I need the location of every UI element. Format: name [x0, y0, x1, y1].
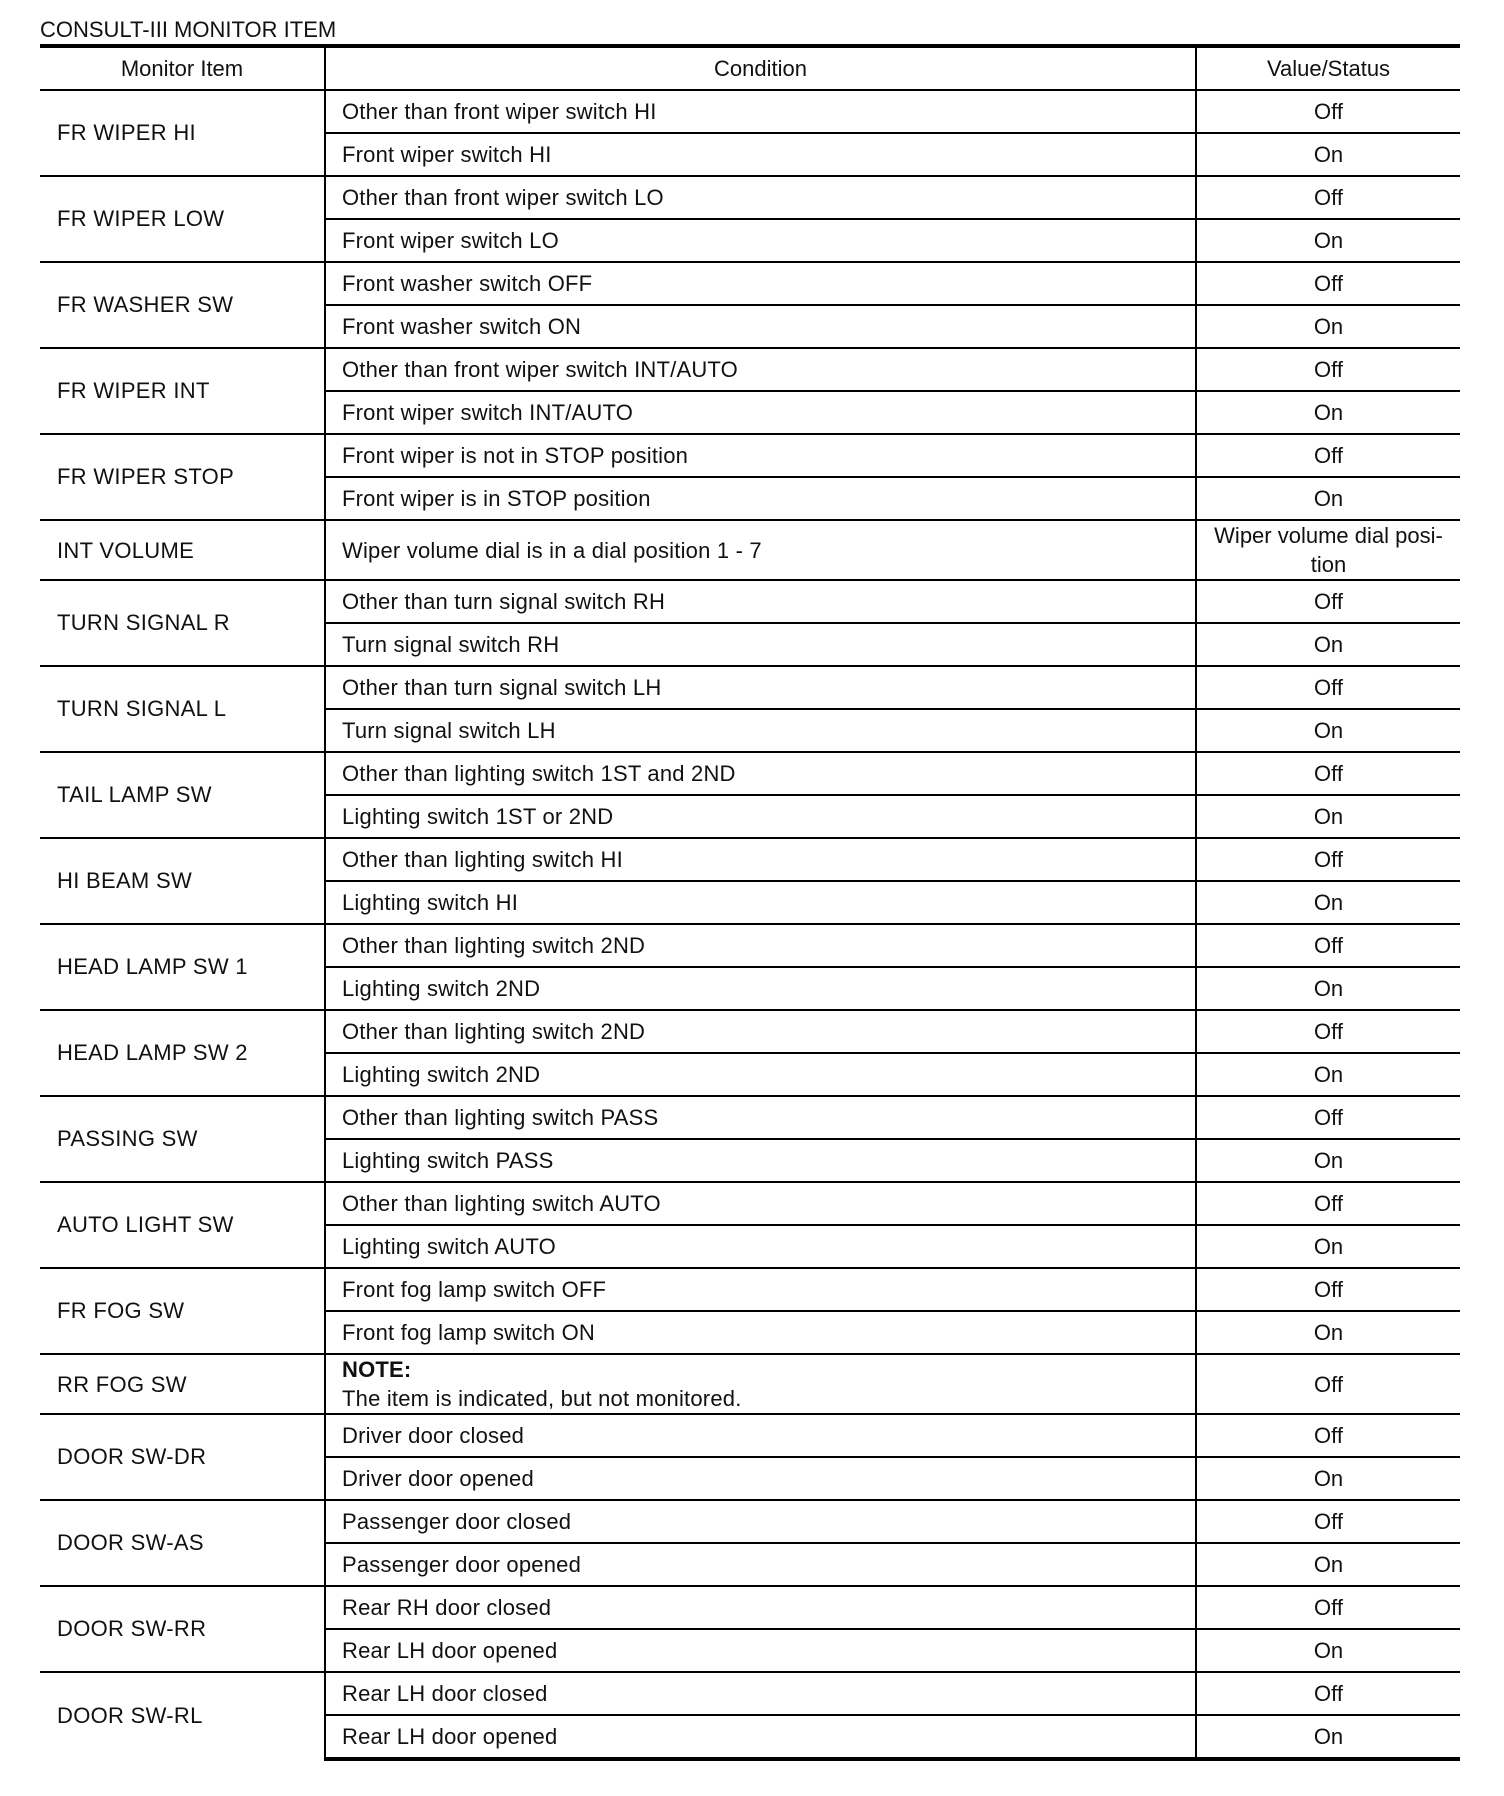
condition-cell: Other than front wiper switch INT/AUTO — [325, 348, 1196, 391]
table-row — [40, 1354, 1460, 1414]
condition-cell: Passenger door closed — [325, 1500, 1196, 1543]
monitor-item-hi-beam-sw: HI BEAM SW — [40, 838, 325, 924]
value-status-cell: On — [1196, 881, 1460, 924]
monitor-item-tail-lamp-sw: TAIL LAMP SW — [40, 752, 325, 838]
monitor-item-fr-fog-sw: FR FOG SW — [40, 1268, 325, 1354]
condition-cell: Front wiper switch INT/AUTO — [325, 391, 1196, 434]
value-status-cell: Off — [1196, 752, 1460, 795]
condition-cell: Rear LH door closed — [325, 1672, 1196, 1715]
value-status-cell: On — [1196, 1139, 1460, 1182]
monitor-item-fr-washer-sw: FR WASHER SW — [40, 262, 325, 348]
table-row — [40, 176, 1460, 219]
table-body — [40, 90, 1460, 1759]
table-row — [40, 924, 1460, 967]
condition-cell: Lighting switch 1ST or 2ND — [325, 795, 1196, 838]
condition-cell: Lighting switch HI — [325, 881, 1196, 924]
value-status-cell: On — [1196, 1053, 1460, 1096]
value-status-cell: Off — [1196, 1096, 1460, 1139]
condition-cell: Rear RH door closed — [325, 1586, 1196, 1629]
condition-cell: Turn signal switch RH — [325, 623, 1196, 666]
condition-cell: Other than lighting switch 2ND — [325, 1010, 1196, 1053]
monitor-item-door-sw-rr: DOOR SW-RR — [40, 1586, 325, 1672]
value-status-cell: On — [1196, 1715, 1460, 1759]
monitor-item-rr-fog-sw: RR FOG SW — [40, 1354, 325, 1414]
condition-cell: Lighting switch AUTO — [325, 1225, 1196, 1268]
value-status-cell: On — [1196, 967, 1460, 1010]
value-status-cell: On — [1196, 1225, 1460, 1268]
monitor-item-fr-wiper-stop: FR WIPER STOP — [40, 434, 325, 520]
condition-cell: Front fog lamp switch OFF — [325, 1268, 1196, 1311]
table-row — [40, 1586, 1460, 1629]
table-header-row — [40, 46, 1460, 90]
condition-cell: Other than lighting switch PASS — [325, 1096, 1196, 1139]
table-row — [40, 1672, 1460, 1715]
condition-cell: Lighting switch PASS — [325, 1139, 1196, 1182]
monitor-item-table — [40, 44, 1460, 1761]
condition-cell: Rear LH door opened — [325, 1715, 1196, 1759]
value-status-cell: On — [1196, 305, 1460, 348]
value-status-cell: On — [1196, 477, 1460, 520]
monitor-item-auto-light-sw: AUTO LIGHT SW — [40, 1182, 325, 1268]
value-status-cell: On — [1196, 1311, 1460, 1354]
value-status-cell: On — [1196, 391, 1460, 434]
condition-cell: Rear LH door opened — [325, 1629, 1196, 1672]
table-row — [40, 520, 1460, 580]
value-status-cell: Off — [1196, 1182, 1460, 1225]
value-status-cell: Off — [1196, 434, 1460, 477]
header-monitor-item: Monitor Item — [40, 46, 325, 90]
value-status-cell: Off — [1196, 1268, 1460, 1311]
table-row — [40, 434, 1460, 477]
monitor-item-door-sw-as: DOOR SW-AS — [40, 1500, 325, 1586]
condition-cell: Driver door closed — [325, 1414, 1196, 1457]
value-status-cell: On — [1196, 709, 1460, 752]
condition-cell: Lighting switch 2ND — [325, 1053, 1196, 1096]
condition-cell — [325, 1354, 1196, 1414]
table-row — [40, 90, 1460, 133]
condition-cell: Other than turn signal switch LH — [325, 666, 1196, 709]
value-status-cell: Off — [1196, 666, 1460, 709]
condition-cell: Front wiper is not in STOP position — [325, 434, 1196, 477]
monitor-item-door-sw-dr: DOOR SW-DR — [40, 1414, 325, 1500]
table-row — [40, 580, 1460, 623]
value-status-cell: Off — [1196, 90, 1460, 133]
header-value-status: Value/Status — [1196, 46, 1460, 90]
document-title: CONSULT-III MONITOR ITEM — [40, 17, 337, 42]
value-status-cell: Off — [1196, 838, 1460, 881]
table-row — [40, 1500, 1460, 1543]
value-status-cell: On — [1196, 1457, 1460, 1500]
monitor-item-head-lamp-sw-2: HEAD LAMP SW 2 — [40, 1010, 325, 1096]
monitor-item-head-lamp-sw-1: HEAD LAMP SW 1 — [40, 924, 325, 1010]
table-row — [40, 752, 1460, 795]
value-status-cell: On — [1196, 623, 1460, 666]
condition-cell: Other than front wiper switch HI — [325, 90, 1196, 133]
value-status-cell: Off — [1196, 1500, 1460, 1543]
table-row — [40, 1096, 1460, 1139]
table-row — [40, 666, 1460, 709]
value-status-cell: On — [1196, 219, 1460, 262]
condition-cell: Other than lighting switch AUTO — [325, 1182, 1196, 1225]
condition-cell: Front wiper switch LO — [325, 219, 1196, 262]
condition-cell: Front fog lamp switch ON — [325, 1311, 1196, 1354]
condition-cell: Lighting switch 2ND — [325, 967, 1196, 1010]
value-status-cell: On — [1196, 1629, 1460, 1672]
value-status-cell: Wiper volume dial posi- tion — [1196, 520, 1460, 580]
value-status-cell: Off — [1196, 1672, 1460, 1715]
condition-cell: Wiper volume dial is in a dial position 1 - 7 — [325, 520, 1196, 580]
value-status-cell: Off — [1196, 580, 1460, 623]
condition-cell: Passenger door opened — [325, 1543, 1196, 1586]
value-status-cell: Off — [1196, 262, 1460, 305]
condition-cell: Front wiper is in STOP position — [325, 477, 1196, 520]
table-row — [40, 1414, 1460, 1457]
monitor-item-door-sw-rl: DOOR SW-RL — [40, 1672, 325, 1759]
table-row — [40, 1010, 1460, 1053]
condition-cell: Other than lighting switch 2ND — [325, 924, 1196, 967]
monitor-item-passing-sw: PASSING SW — [40, 1096, 325, 1182]
condition-cell: Front washer switch OFF — [325, 262, 1196, 305]
value-status-cell: On — [1196, 133, 1460, 176]
table-row — [40, 348, 1460, 391]
condition-cell: Driver door opened — [325, 1457, 1196, 1500]
condition-cell: Front washer switch ON — [325, 305, 1196, 348]
monitor-item-fr-wiper-int: FR WIPER INT — [40, 348, 325, 434]
value-status-cell: On — [1196, 795, 1460, 838]
value-status-cell: On — [1196, 1543, 1460, 1586]
condition-cell: Other than lighting switch HI — [325, 838, 1196, 881]
monitor-item-fr-wiper-low: FR WIPER LOW — [40, 176, 325, 262]
value-status-cell: Off — [1196, 1010, 1460, 1053]
monitor-item-turn-signal-l: TURN SIGNAL L — [40, 666, 325, 752]
condition-cell: Other than turn signal switch RH — [325, 580, 1196, 623]
condition-cell: Turn signal switch LH — [325, 709, 1196, 752]
value-status-cell: Off — [1196, 1354, 1460, 1414]
monitor-item-int-volume: INT VOLUME — [40, 520, 325, 580]
value-status-cell: Off — [1196, 1414, 1460, 1457]
monitor-item-turn-signal-r: TURN SIGNAL R — [40, 580, 325, 666]
value-status-cell: Off — [1196, 1586, 1460, 1629]
table-row — [40, 1182, 1460, 1225]
table-row — [40, 262, 1460, 305]
table-row — [40, 1268, 1460, 1311]
table-row — [40, 838, 1460, 881]
monitor-item-fr-wiper-hi: FR WIPER HI — [40, 90, 325, 176]
note-label: NOTE: — [342, 1357, 412, 1382]
note-text: The item is indicated, but not monitored. — [342, 1386, 742, 1411]
value-status-cell: Off — [1196, 176, 1460, 219]
header-condition: Condition — [325, 46, 1196, 90]
condition-cell: Other than lighting switch 1ST and 2ND — [325, 752, 1196, 795]
value-status-cell: Off — [1196, 348, 1460, 391]
condition-cell: Other than front wiper switch LO — [325, 176, 1196, 219]
condition-cell: Front wiper switch HI — [325, 133, 1196, 176]
value-status-cell: Off — [1196, 924, 1460, 967]
